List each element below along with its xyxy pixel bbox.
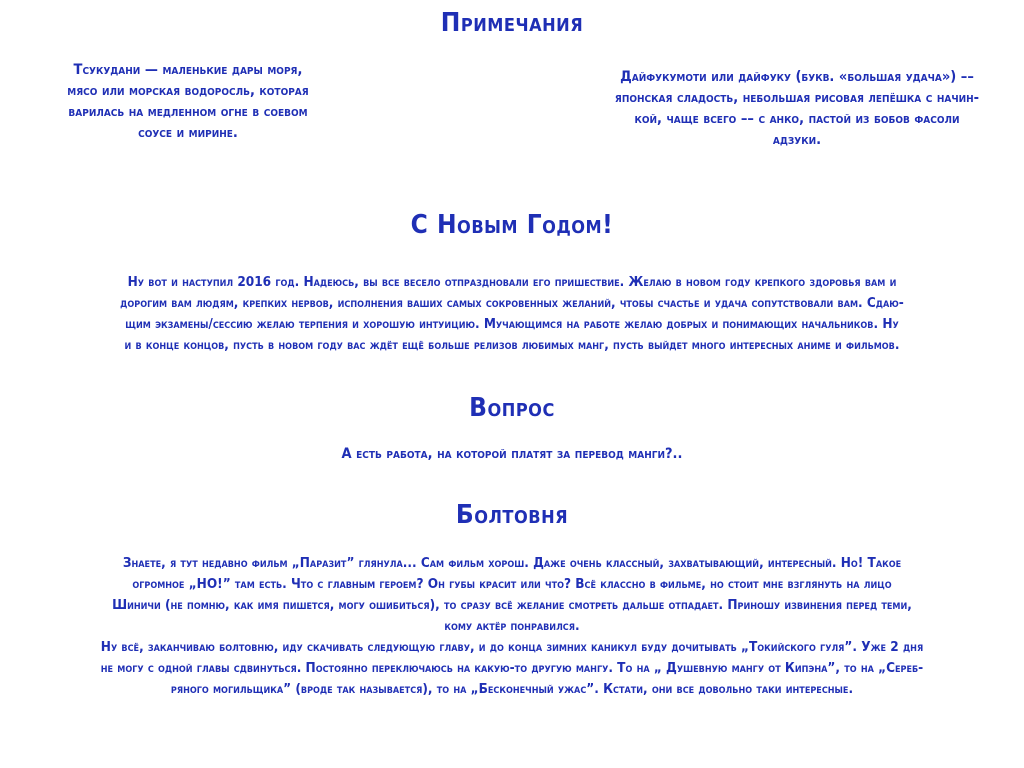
paragraph-line: огромное „НО!” там есть. Что с главным героем? Он губы красит или что? Всё классно в фильме, но стоит мне взглянуть на лицо: [132, 576, 892, 592]
notes-title: Примечания: [440, 8, 584, 38]
note-daifuku: [572, 67, 1022, 151]
note-line: варилась на медленном огне в соевом: [68, 104, 308, 120]
chatter-title: Болтовня: [455, 500, 569, 530]
question-paragraph: [22, 444, 1002, 465]
note-line: Дайфукумоти или дайфуку (букв. «большая удача») ––: [620, 69, 974, 85]
paragraph-line: А есть работа, на которой платят за перевод манги?..: [341, 446, 683, 462]
note-line: мясо или морская водоросль, которая: [67, 83, 309, 99]
paragraph-line: Ну всё, заканчиваю болтовню, иду скачивать следующую главу, и до конца зимних каникул буду дочитывать „Токийского гуля”. Уже 2 дня: [100, 639, 924, 655]
new-year-paragraph: [22, 272, 1002, 356]
note-line: Тсукудани — маленькие дары моря,: [73, 62, 303, 78]
question-title: Вопрос: [469, 393, 555, 423]
note-line: адзуки.: [772, 132, 822, 148]
note-line: японская сладость, небольшая рисовая лепёшка с начин-: [614, 90, 980, 106]
paragraph-line: кому актёр понравился.: [444, 618, 580, 634]
paragraph-line: дорогим вам людям, крепких нервов, исполнения ваших самых сокровенных желаний, чтобы счастье и удача сопутствовали вам. Сдаю-: [120, 295, 904, 311]
paragraph-line: Шиничи (не помню, как имя пишется, могу ошибиться), то сразу всё желание смотреть дальше отпадает. Приношу извинения перед теми,: [112, 597, 912, 613]
note-line: соусе и мирине.: [138, 125, 238, 141]
paragraph-line: щим экзамены/сессию желаю терпения и хорошую интуицию. Мучающимся на работе желаю добрых и понимающих начальников. Ну: [125, 316, 899, 332]
paragraph-line: Ну вот и наступил 2016 год. Надеюсь, вы все весело отпраздновали его пришествие. Желаю в новом году крепкого здоровья вам и: [127, 274, 897, 290]
note-tsukudani: [30, 60, 346, 144]
paragraph-line: не могу с одной главы сдвинуться. Постоянно переключаюсь на какую-то другую мангу. То на „ Душевную мангу от Кипэна”, то на „Сереб-: [100, 660, 924, 676]
new-year-title: С Новым Годом!: [410, 210, 614, 240]
paragraph-line: и в конце концов, пусть в новом году вас ждёт ещё больше релизов любимых манг, пусть выйдет много интересных аниме и фильмов.: [124, 337, 900, 353]
paragraph-line: ряного могильщика” (вроде так называется), то на „Бесконечный ужас”. Кстати, они все довольно таки интересные.: [170, 681, 854, 697]
note-line: кой, чаще всего –– с анко, пастой из бобов фасоли: [634, 111, 960, 127]
paragraph-line: Знаете, я тут недавно фильм „Паразит” глянула... Сам фильм хорош. Даже очень классный, захватывающий, интересный. Но! Такое: [122, 555, 902, 571]
chatter-paragraph: [22, 553, 1002, 700]
